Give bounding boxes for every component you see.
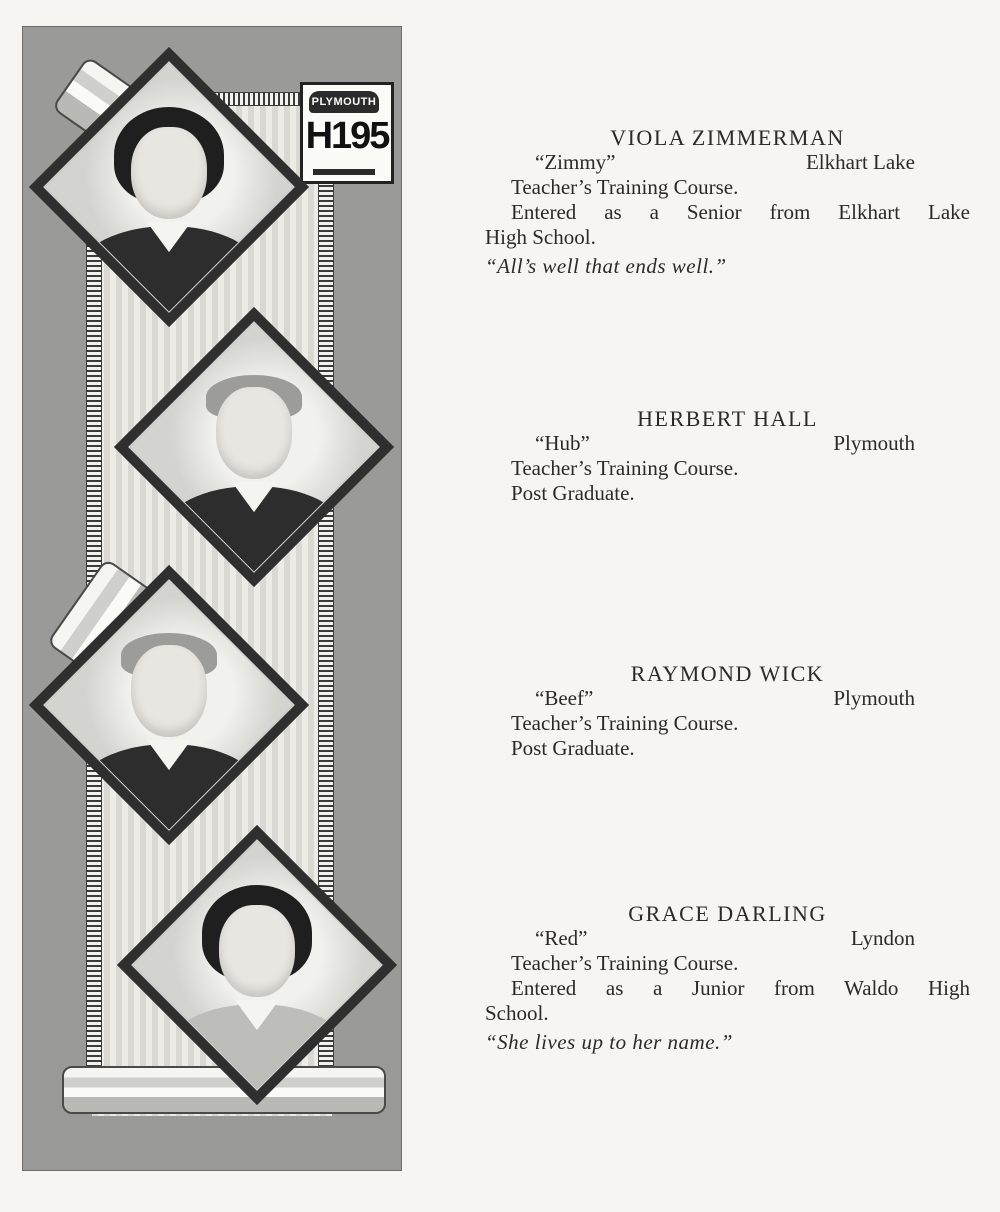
portrait-face [131, 645, 207, 737]
detail-line-continuation: School. [485, 1001, 549, 1025]
entry-herbert-hall [485, 406, 970, 506]
detail-line: Teacher’s Training Course. [511, 951, 739, 975]
nickname-row [485, 926, 970, 951]
student-quote: “She lives up to her name.” [485, 1030, 733, 1054]
portrait-panel [22, 26, 402, 1171]
student-town: Plymouth [833, 431, 915, 455]
detail-line-continuation: High School. [485, 225, 596, 249]
portrait-raymond-wick [81, 617, 257, 793]
student-name: RAYMOND WICK [630, 661, 825, 686]
logo-base [313, 169, 375, 175]
student-town: Plymouth [833, 686, 915, 710]
portrait-grace-darling [169, 877, 345, 1053]
detail-line: Entered as a Senior from Elkhart Lake [511, 200, 970, 224]
student-quote: “All’s well that ends well.” [485, 254, 727, 278]
student-name: GRACE DARLING [628, 901, 827, 926]
student-nickname: “Red” [535, 926, 588, 950]
student-name: HERBERT HALL [637, 406, 818, 431]
student-town: Elkhart Lake [805, 150, 915, 174]
entry-grace-darling [485, 901, 970, 1055]
student-town: Lyndon [850, 926, 915, 950]
detail-line: Entered as a Junior from Waldo High [511, 976, 970, 1000]
detail-line: Teacher’s Training Course. [511, 456, 739, 480]
entry-viola-zimmerman [485, 125, 970, 279]
detail-line: Teacher’s Training Course. [511, 175, 739, 199]
student-name: VIOLA ZIMMERMAN [610, 125, 845, 150]
ribbon-bottom [62, 1066, 386, 1114]
portrait-viola-zimmerman [81, 99, 257, 275]
nickname-row [485, 150, 970, 175]
portrait-face [219, 905, 295, 997]
student-nickname: “Zimmy” [535, 150, 616, 174]
portrait-herbert-hall [166, 359, 342, 535]
logo-main-text: H195 [305, 115, 389, 157]
nickname-row [485, 686, 970, 711]
student-nickname: “Beef” [535, 686, 594, 710]
nickname-row [485, 431, 970, 456]
detail-line: Post Graduate. [511, 481, 635, 505]
detail-line: Teacher’s Training Course. [511, 711, 739, 735]
entry-raymond-wick [485, 661, 970, 761]
portrait-face [131, 127, 207, 219]
school-logo [300, 82, 394, 184]
logo-top-text: PLYMOUTH [309, 91, 379, 113]
portrait-face [216, 387, 292, 479]
detail-line: Post Graduate. [511, 736, 635, 760]
student-nickname: “Hub” [535, 431, 590, 455]
